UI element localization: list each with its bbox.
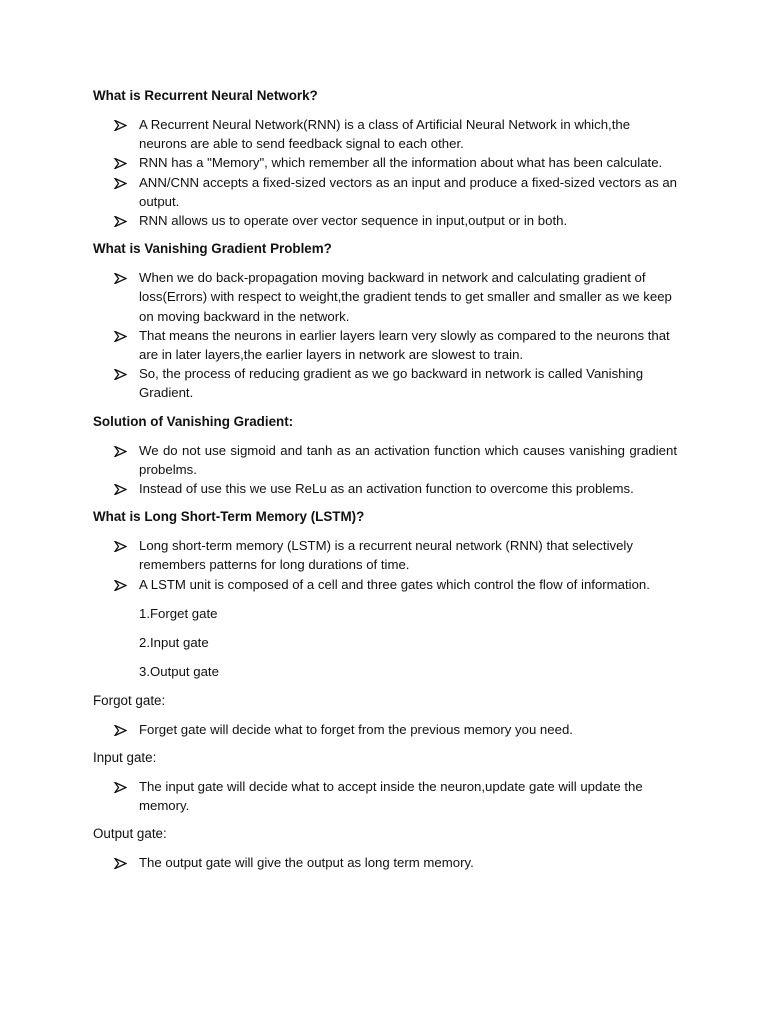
lstm-bullet-list — [93, 536, 693, 594]
list-item — [93, 364, 677, 402]
arrowhead-bullet-icon — [114, 331, 127, 342]
list-item — [93, 575, 677, 594]
numbered-item-input-gate: 2.Input gate — [139, 634, 209, 650]
solution-bullet-list — [93, 441, 693, 499]
list-item — [93, 853, 677, 872]
list-item — [93, 153, 677, 172]
arrowhead-bullet-icon — [114, 484, 127, 495]
list-item-text: A LSTM unit is composed of a cell and three gates which control the flow of information. — [139, 576, 650, 592]
arrowhead-bullet-icon — [114, 725, 127, 736]
arrowhead-bullet-icon — [114, 158, 127, 169]
arrowhead-bullet-icon — [114, 446, 127, 457]
arrowhead-bullet-icon — [114, 541, 127, 552]
document-content — [93, 86, 693, 873]
list-item-text: The output gate will give the output as long term memory. — [139, 855, 474, 871]
list-item — [93, 720, 677, 739]
gate-label-input: Input gate: — [93, 750, 157, 766]
arrowhead-bullet-icon — [114, 858, 127, 869]
list-item-text: Forget gate will decide what to forget from the previous memory you need. — [139, 721, 573, 737]
list-item — [93, 173, 677, 211]
list-item — [93, 441, 677, 479]
list-item — [93, 326, 677, 364]
list-item-text: When we do back-propagation moving backward in network and calculating gradient of loss(Errors) with respect to weight,the gradient tends to get smaller and smaller as we keep on moving backward in the network. — [139, 270, 672, 324]
list-item — [93, 268, 677, 326]
list-item-text: That means the neurons in earlier layers learn very slowly as compared to the neurons that are in later layers,the earlier layers in network are slowest to train. — [139, 327, 670, 363]
list-item-text: Instead of use this we use ReLu as an activation function to overcome this problems. — [139, 481, 634, 497]
output-gate-bullet-list — [93, 853, 693, 872]
numbered-item-output-gate: 3.Output gate — [139, 663, 219, 679]
arrowhead-bullet-icon — [114, 580, 127, 591]
arrowhead-bullet-icon — [114, 216, 127, 227]
arrowhead-bullet-icon — [114, 273, 127, 284]
forgot-gate-bullet-list — [93, 720, 693, 739]
list-item-text: ANN/CNN accepts a fixed-sized vectors as an input and produce a fixed-sized vectors as an output. — [139, 174, 678, 209]
list-item — [93, 211, 677, 230]
list-item-text: A Recurrent Neural Network(RNN) is a class of Artificial Neural Network in which,the neurons are able to send feedback signal to each other. — [139, 117, 631, 152]
rnn-bullet-list — [93, 115, 693, 230]
arrowhead-bullet-icon — [114, 782, 127, 793]
arrowhead-bullet-icon — [114, 178, 127, 189]
section-heading-lstm: What is Long Short-Term Memory (LSTM)? — [93, 509, 365, 525]
section-heading-solution: Solution of Vanishing Gradient: — [93, 413, 294, 429]
list-item-text: RNN has a "Memory", which remember all the information about what has been calculate. — [139, 155, 663, 171]
list-item-text: So, the process of reducing gradient as we go backward in network is called Vanishing Gradient. — [139, 366, 644, 401]
numbered-item-forget-gate: 1.Forget gate — [139, 605, 218, 621]
gate-label-output: Output gate: — [93, 826, 167, 842]
gate-label-forgot: Forgot gate: — [93, 692, 166, 708]
list-item-text: The input gate will decide what to accept inside the neuron,update gate will update the memory. — [139, 779, 643, 814]
list-item — [93, 479, 677, 498]
list-item-text: Long short-term memory (LSTM) is a recurrent neural network (RNN) that selectively remembers patterns for long durations of time. — [139, 538, 633, 573]
list-item — [93, 115, 677, 153]
list-item-text: RNN allows us to operate over vector sequence in input,output or in both. — [139, 213, 568, 229]
input-gate-bullet-list — [93, 777, 693, 815]
vanishing-gradient-bullet-list — [93, 268, 693, 402]
section-heading-vanishing-gradient: What is Vanishing Gradient Problem? — [93, 241, 332, 257]
list-item — [93, 536, 677, 574]
arrowhead-bullet-icon — [114, 369, 127, 380]
arrowhead-bullet-icon — [114, 120, 127, 131]
list-item-text: We do not use sigmoid and tanh as an activation function which causes vanishing gradient probelms. — [139, 442, 677, 477]
section-heading-rnn: What is Recurrent Neural Network? — [93, 88, 318, 103]
list-item — [93, 777, 677, 815]
